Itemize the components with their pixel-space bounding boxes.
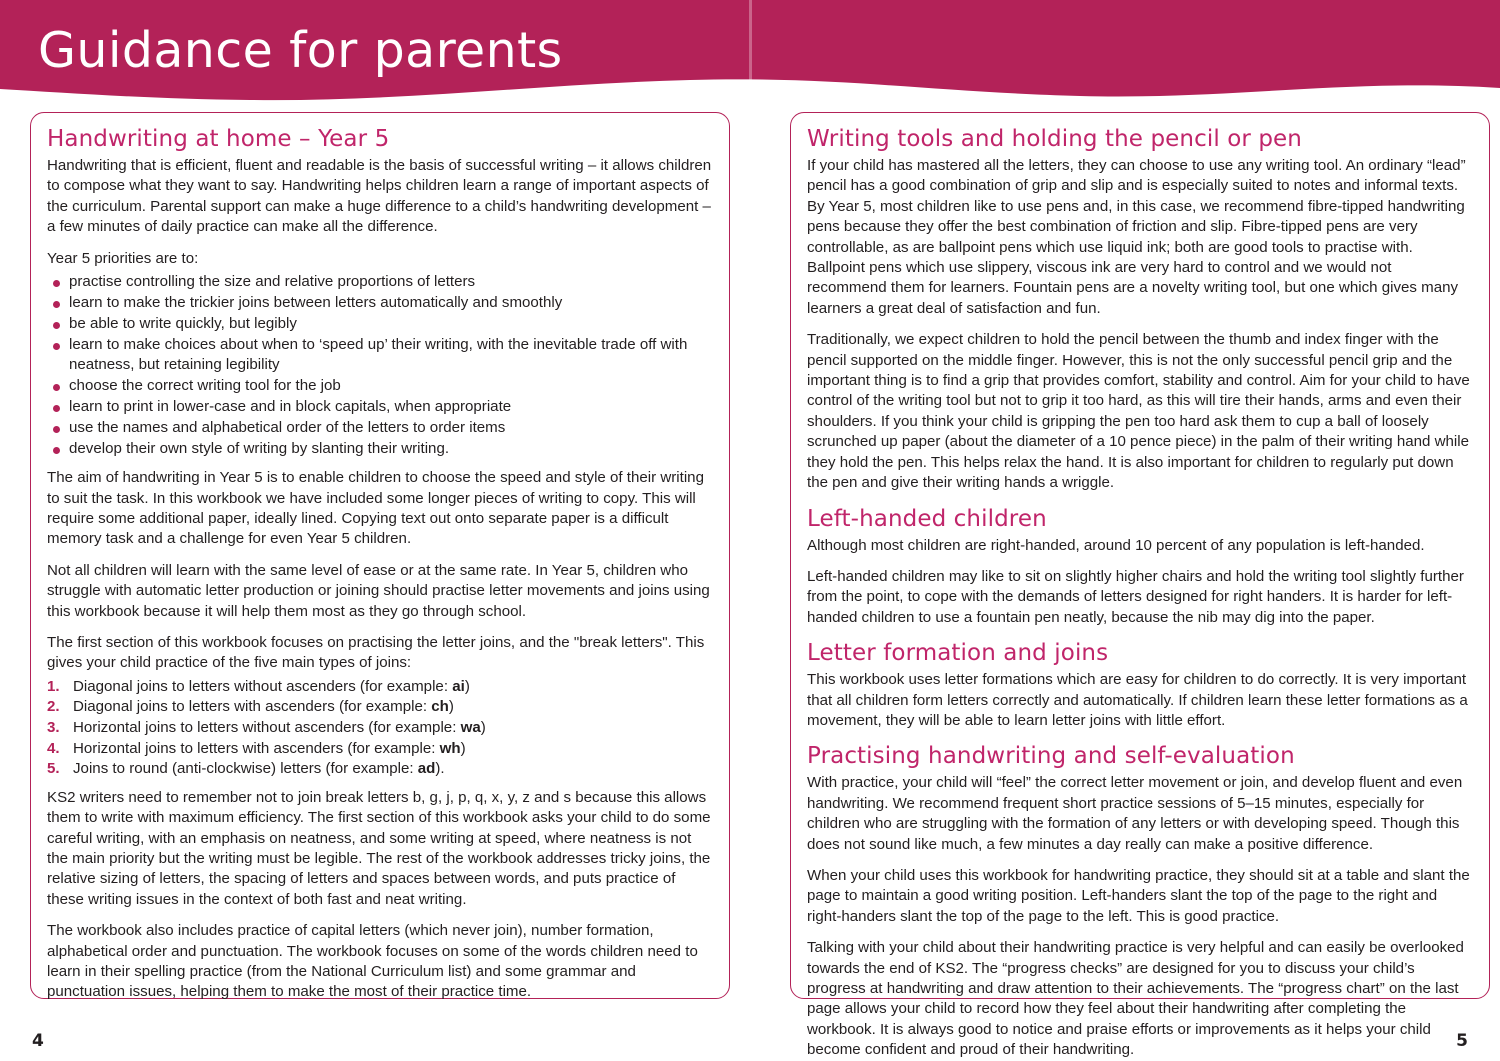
list-item — [47, 376, 713, 396]
list-item-text-before: Joins to round (anti-clockwise) letters (for example: — [73, 760, 418, 778]
paragraph-left-handed-1: Although most children are right-handed, around 10 percent of any population is left-handed. — [807, 536, 1425, 554]
list-item-number: 5. — [47, 760, 60, 778]
list-item — [47, 314, 713, 334]
bullet-dot-icon — [53, 280, 60, 287]
paragraph-workbook-also-includes: The workbook also includes practice of capital letters (which never join), number formation, alphabetical order and punctuation. The workbook focuses on some of the words children need to learn in their spelling practice (from the National Curriculum list) and some grammar and punctuation issues, helping them to make the most of their practice time. — [47, 922, 698, 1001]
join-example: ad — [417, 760, 436, 778]
list-item-label: learn to make choices about when to ‘speed up’ their writing, with the inevitable trade off with neatness, but retaining legibility — [69, 335, 688, 374]
list-item — [47, 397, 713, 417]
list-item-text-before: Horizontal joins to letters with ascenders (for example: — [73, 739, 440, 757]
list-item — [47, 272, 713, 292]
list-item — [47, 677, 713, 698]
left-page-content — [47, 125, 713, 1003]
list-item — [47, 439, 713, 459]
list-item-number: 3. — [47, 719, 60, 737]
paragraph-letter-formation: This workbook uses letter formations which are easy for children to do correctly. It is very important that all children form letters correctly and automatically. If children learn these letter formations as a movement, they will be able to learn letter joins with little effort. — [807, 671, 1468, 729]
list-item — [47, 335, 713, 376]
bullet-dot-icon — [53, 322, 60, 329]
paragraph-practising-2: When your child uses this workbook for handwriting practice, they should sit at a table and slant the page to maintain a good writing position. Left-handers slant the top of the page to the right and right-handers slant the top of the page to the left. This is good practice. — [807, 866, 1470, 925]
list-item-text-after: ) — [460, 739, 466, 757]
paragraph-practising-1: With practice, your child will “feel” the correct letter movement or join, and develop fluent and even handwriting. We recommend frequent short practice sessions of 5–15 minutes, especially for children who are struggling with the formation of any letters or with developing speed. Though this does not sound like much, a few minutes a day really can make a positive difference. — [807, 774, 1463, 853]
paragraph-intro: Handwriting that is efficient, fluent and readable is the basis of successful writing – it allows children to compose what they want to say. Handwriting helps children learn a range of important aspects of the curriculum. Parental support can make a huge difference to a child’s handwriting development – a few minutes of daily practice can make all the difference. — [47, 157, 712, 236]
page-title: Guidance for parents — [38, 22, 563, 79]
bullet-dot-icon — [53, 301, 60, 308]
list-item-label: develop their own style of writing by slanting their writing. — [69, 439, 450, 457]
left-page-panel — [30, 112, 730, 999]
list-item-number: 4. — [47, 739, 60, 757]
list-item-text-after: ). — [435, 760, 445, 778]
paragraph-left-handed-2: Left-handed children may like to sit on slightly higher chairs and hold the writing tool slightly further from the point, to cope with the demands of letters designed for right handers. It is harder for left-handed children to use a fountain pen neatly, because the nib may dig into the paper. — [807, 567, 1464, 626]
heading-letter-formation-and-joins: Letter formation and joins — [807, 640, 1109, 667]
list-item-label: learn to make the trickier joins between letters automatically and smoothly — [69, 293, 563, 311]
page-header-band — [0, 0, 1500, 108]
join-types-list — [47, 677, 713, 780]
paragraph-first-section: The first section of this workbook focuses on practising the letter joins, and the "break letters". This gives your child practice of the five main types of joins: — [47, 634, 705, 672]
paragraph-ks2-break-letters: KS2 writers need to remember not to join break letters b, g, j, p, q, x, y, z and s because this allows them to write with maximum efficiency. The first section of this workbook asks your child to do some careful writing, with an emphasis on neatness, and some writing at speed, where neatness is not the main priority but the writing must be legible. The rest of the workbook addresses tricky joins, the relative sizing of letters, the spacing of letters and spaces between words, and puts practice of these writing issues in the context of both fast and neat writing. — [47, 788, 711, 908]
paragraph-aim: The aim of handwriting in Year 5 is to enable children to choose the speed and style of their writing to suit the task. In this workbook we have included some longer pieces of writing to copy. This will require some additional paper, ideally lined. Copying text out onto separate paper is a difficult memory task and a challenge for even Year 5 children. — [47, 469, 704, 548]
list-item-text-before: Diagonal joins to letters without ascenders (for example: — [73, 677, 453, 695]
heading-left-handed-children: Left-handed children — [807, 505, 1047, 532]
paragraph-not-all-children: Not all children will learn with the same level of ease or at the same rate. In Year 5, children who struggle with automatic letter production or joining should practise letter movements and joins using this workbook because it will help them most as they go through school. — [47, 561, 710, 620]
bullet-dot-icon — [53, 384, 60, 391]
list-item-label: learn to print in lower-case and in block capitals, when appropriate — [69, 397, 512, 415]
list-item-text-after: ) — [480, 719, 486, 737]
bullet-dot-icon — [53, 426, 60, 433]
list-item — [47, 739, 713, 760]
bullet-dot-icon — [53, 405, 60, 412]
list-item — [47, 718, 713, 739]
list-item — [47, 293, 713, 313]
paragraph-priorities-lead: Year 5 priorities are to: — [47, 249, 199, 267]
heading-writing-tools: Writing tools and holding the pencil or pen — [807, 126, 1302, 152]
list-item-label: practise controlling the size and relative proportions of letters — [69, 273, 476, 291]
paragraph-practising-3: Talking with your child about their handwriting practice is very helpful and can easily be overlooked towards the end of KS2. The “progress checks” are designed for you to discuss your child’s progress at handwriting and draw attention to their achievements. The “progress chart” on the last page allows your child to record how they feel about their handwriting after completing the workbook. It is always good to notice and praise efforts or improvements as it helps your child become confident and proud of their handwriting. — [807, 939, 1464, 1059]
page-number-right: 5 — [1456, 1031, 1468, 1051]
list-item — [47, 697, 713, 718]
heading-practising-handwriting: Practising handwriting and self-evaluation — [807, 743, 1295, 770]
paragraph-writing-tools-1: If your child has mastered all the letters, they can choose to use any writing tool. An ordinary “lead” pencil has a good combination of grip and slip and is especially suited to notes and informal texts. By Year 5, most children like to use pens and, in this case, we recommend fibre-tipped handwriting pens because they offer the best combination of friction and slip. Fibre-tipped pens are very controllable, as are ballpoint pens which use liquid ink; both are good tools to practise with. Ballpoint pens which use slippery, viscous ink are very hard to control and we would not recommend them for learners. Fountain pens are a novelty writing tool, but one which gives many learners a great deal of satisfaction and fun. — [807, 157, 1466, 317]
priorities-list — [47, 272, 713, 459]
right-page-content — [807, 125, 1473, 1061]
list-item-text-after: ) — [464, 677, 470, 695]
join-example: ai — [452, 677, 465, 695]
list-item-number: 1. — [47, 677, 60, 695]
list-item-text-before: Horizontal joins to letters without ascenders (for example: — [73, 719, 461, 737]
paragraph-writing-tools-2: Traditionally, we expect children to hold the pencil between the thumb and index finger with the pencil supported on the middle finger. However, this is not the only successful pencil grip and the important thing is to find a grip that provides comfort, stability and control. Aim for your child to have control of the writing tool but not to grip it too hard, as this will tire their hands, arms and even their shoulders. If you think your child is gripping the pen too hard ask them to cup a ball of loosely scrunched up paper (about the diameter of a 10 pence piece) in the palm of their writing hand while they hold the pen. This helps relax the hand. It is also important for children to regularly put down the pen and give their writing hands a wriggle. — [807, 331, 1470, 492]
bullet-dot-icon — [53, 343, 60, 350]
header-gutter-divider — [749, 0, 752, 92]
join-example: ch — [431, 698, 449, 716]
list-item — [47, 418, 713, 438]
join-example: wa — [460, 719, 481, 737]
join-example: wh — [439, 739, 461, 757]
bullet-dot-icon — [53, 447, 60, 454]
heading-handwriting-at-home: Handwriting at home – Year 5 — [47, 126, 390, 152]
list-item-text-after: ) — [448, 698, 454, 716]
list-item-text-before: Diagonal joins to letters with ascenders (for example: — [73, 698, 432, 716]
right-page-panel — [790, 112, 1490, 1059]
list-item-label: use the names and alphabetical order of the letters to order items — [69, 418, 506, 436]
list-item — [47, 759, 713, 780]
list-item-number: 2. — [47, 698, 60, 716]
list-item-label: choose the correct writing tool for the job — [69, 377, 341, 395]
list-item-label: be able to write quickly, but legibly — [69, 314, 297, 332]
page-number-left: 4 — [32, 1031, 44, 1051]
